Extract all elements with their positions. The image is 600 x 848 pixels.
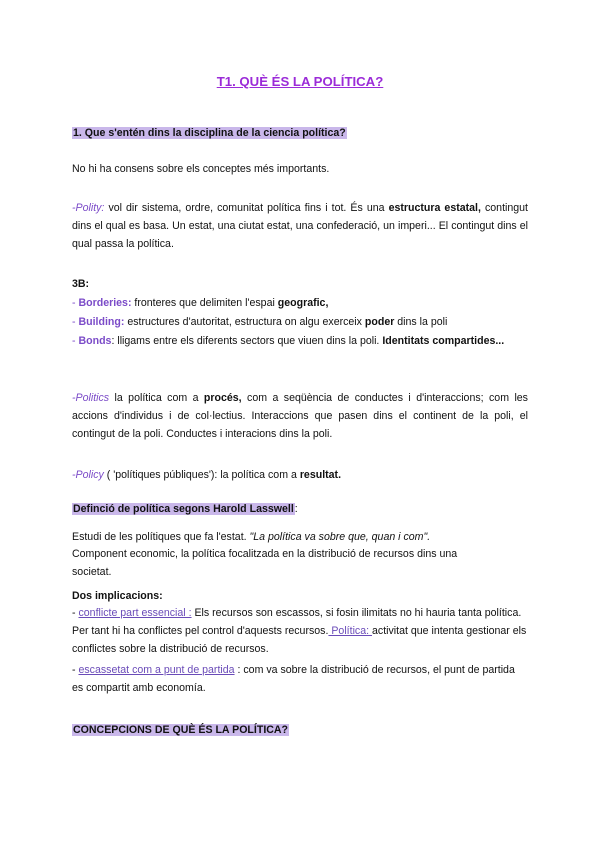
- building-item: [72, 313, 528, 331]
- polity-bold: estructura estatal,: [388, 202, 481, 214]
- politics-text-b: com a seqüència de conductes i d'interaccions; com les accions d'individus i de col·lectius. Interaccions que pasen dins el continent de la poli, el contingut de la poli. Conductes i interacions dins la poli.: [72, 392, 528, 440]
- bonds-text: : lligams entre els diferents sectors que viuen dins la poli.: [111, 335, 383, 347]
- lasswell-heading: [72, 500, 528, 518]
- politica-link[interactable]: Política:: [328, 625, 372, 637]
- implicacions-heading: Dos implicacions:: [72, 590, 163, 602]
- implicacio-2-dash: -: [72, 664, 79, 676]
- politics-text-a: la política com a: [109, 392, 204, 404]
- politics-label: -Politics: [72, 392, 110, 404]
- lasswell-heading-text: Definció de política segons Harold Lasswell: [73, 503, 294, 515]
- lasswell-quote: "La política va sobre que, quan i com".: [249, 531, 431, 543]
- implicacio-item-2: [72, 661, 528, 697]
- concepcions-heading: [72, 721, 528, 739]
- policy-bold: resultat.: [299, 469, 342, 481]
- implicacio-1-text-b: activitat que intenta gestionar els conflictes sobre la distribució de recursos.: [72, 625, 527, 655]
- consens-paragraph: No hi ha consens sobre els conceptes més importants.: [72, 163, 330, 175]
- polity-text-a: vol dir sistema, ordre, comunitat política fins i tot. És una: [104, 202, 389, 214]
- bonds-item: [72, 332, 528, 350]
- policy-label: -Policy: [72, 469, 104, 481]
- building-label: Building:: [78, 316, 125, 328]
- politics-paragraph: [72, 389, 528, 443]
- document-title: T1. QUÈ ÉS LA POLÍTICA?: [216, 74, 384, 89]
- conflicte-link[interactable]: conflicte part essencial :: [78, 607, 192, 619]
- concepcions-heading-text: CONCEPCIONS DE QUÈ ÉS LA POLÍTICA?: [73, 724, 289, 736]
- implicacio-2-text: : com va sobre la distribució de recursos, el punt de partida es compartit amb economía.: [72, 664, 515, 694]
- lasswell-line1-text: Estudi de les polítiques que fa l'estat.: [72, 531, 250, 543]
- politics-bold: procés,: [203, 392, 242, 404]
- implicacio-1-dash: -: [72, 607, 79, 619]
- section-heading: [72, 124, 528, 142]
- borderies-item: [72, 294, 528, 312]
- bonds-dash: -: [72, 335, 79, 347]
- building-bold: poder: [364, 316, 395, 328]
- borderies-dash: -: [72, 297, 79, 309]
- borderies-bold: geografic,: [277, 297, 329, 309]
- section-heading-text: 1. Que s'entén dins la disciplina de la ciencia política?: [73, 127, 346, 139]
- lasswell-line2: Component economic, la política focalitzada en la distribució de recursos dins una societat.: [72, 548, 458, 578]
- implicacio-1-text-a: Els recursos son escassos, si fosin ilimitats no hi hauria tanta política. Per tant hi ha conflictes pel control d'aquests recursos.: [72, 607, 522, 637]
- threeb-heading: 3B:: [72, 278, 90, 290]
- policy-text-a: ( 'polítiques públiques'): la política com a: [103, 469, 300, 481]
- building-dash: -: [72, 316, 79, 328]
- polity-text-b: contingut dins el qual es basa. Un estat, una ciutat estat, una confederació, un imperi... El contingut dins el qual passa la política.: [72, 202, 528, 250]
- polity-label: -Polity:: [72, 202, 105, 214]
- lasswell-heading-suffix: :: [294, 503, 298, 515]
- borderies-text: fronteres que delimiten l'espai: [131, 297, 278, 309]
- escassetat-link[interactable]: escassetat com a punt de partida: [78, 664, 235, 676]
- bonds-label: Bonds: [78, 335, 112, 347]
- bonds-bold: Identitats compartides...: [382, 335, 505, 347]
- building-text: estructures d'autoritat, estructura on algu exerceix: [124, 316, 365, 328]
- lasswell-line1: [72, 528, 528, 546]
- implicacio-item-1: [72, 604, 528, 658]
- policy-paragraph: [72, 466, 528, 484]
- building-text-b: dins la poli: [394, 316, 448, 328]
- borderies-label: Borderies:: [78, 297, 132, 309]
- polity-paragraph: [72, 199, 528, 253]
